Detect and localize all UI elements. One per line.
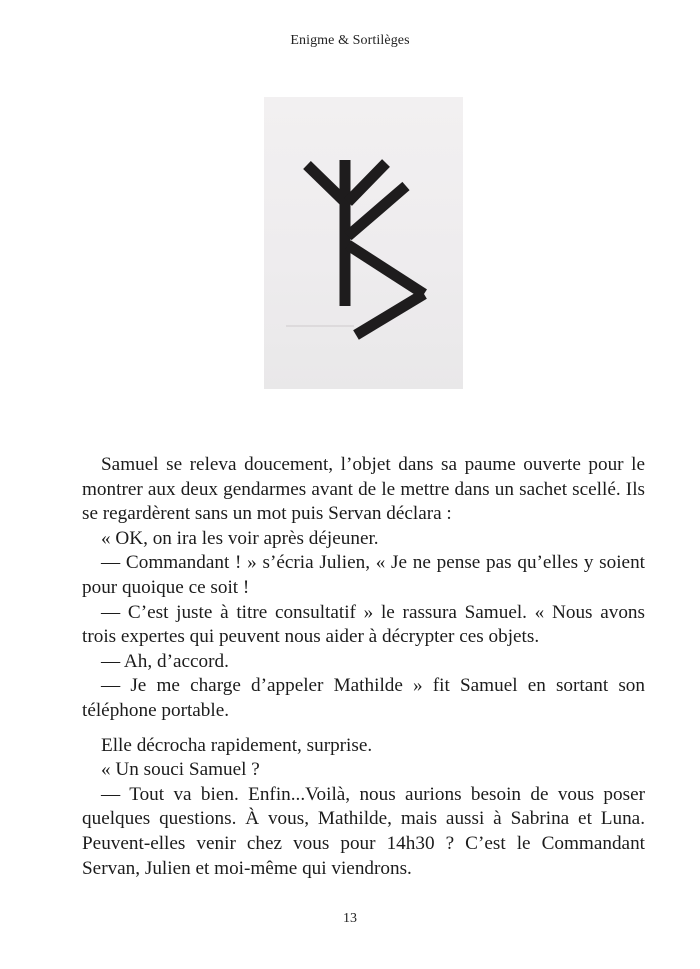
rune-symbol-icon	[264, 97, 463, 389]
paragraph: « OK, on ira les voir après déjeuner.	[101, 527, 379, 549]
rune-figure	[264, 97, 463, 389]
paragraph: — Ah, d’accord.	[101, 650, 229, 672]
paragraph: — C’est juste à titre consultatif » le rassura Samuel. « Nous avons trois expertes qui peuvent nous aider à décrypter ces objets.	[82, 601, 645, 648]
paragraph: — Tout va bien. Enfin...Voilà, nous aurions besoin de vous poser quelques questions. À vous, Mathilde, mais aussi à Sabrina et Luna. Peuvent-elles venir chez vous pour 14h30 ? C’est le Commandant Servan, Julien et moi-même qui viendrons.	[82, 783, 645, 879]
page-number: 13	[343, 911, 357, 926]
paragraph: « Un souci Samuel ?	[101, 759, 260, 781]
paragraph: Samuel se releva doucement, l’objet dans sa paume ouverte pour le montrer aux deux gendarmes avant de le mettre dans un sachet scellé. Ils se regardèrent sans un mot puis Servan déclara :	[82, 454, 645, 525]
paragraph: Elle décrocha rapidement, surprise.	[101, 734, 373, 756]
running-header: Enigme & Sortilèges	[290, 33, 410, 48]
paragraph: — Je me charge d’appeler Mathilde » fit Samuel en sortant son téléphone portable.	[82, 675, 645, 721]
paragraph: — Commandant ! » s’écria Julien, « Je ne pense pas qu’elles y soient pour quoique ce soit !	[82, 552, 645, 598]
body-text	[82, 453, 645, 881]
